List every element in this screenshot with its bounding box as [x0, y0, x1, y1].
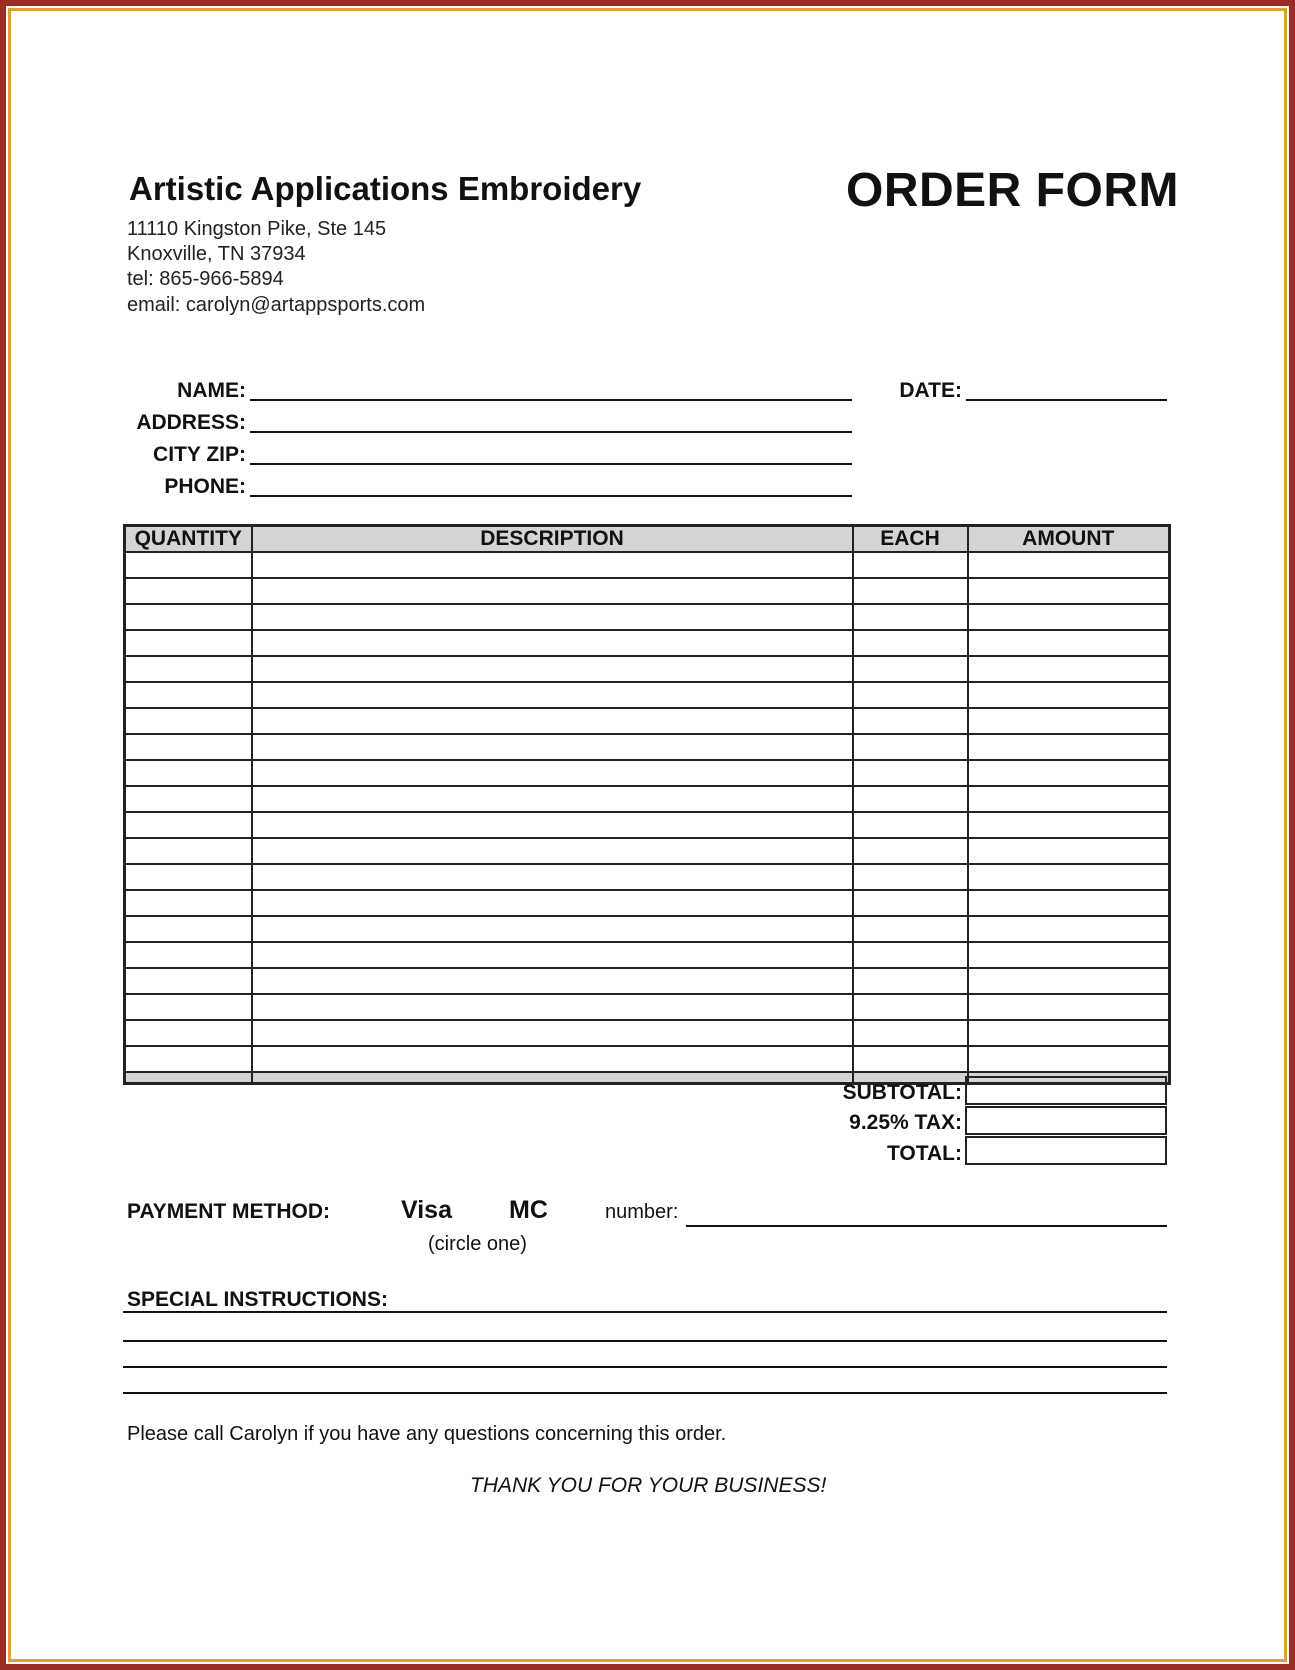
quantity-cell[interactable] — [125, 890, 252, 916]
each-cell[interactable] — [853, 708, 968, 734]
table-row — [125, 604, 1170, 630]
each-cell[interactable] — [853, 578, 968, 604]
tax-label: 9.25% TAX: — [849, 1111, 962, 1134]
table-row — [125, 578, 1170, 604]
amount-cell[interactable] — [968, 968, 1170, 994]
quantity-cell[interactable] — [125, 760, 252, 786]
description-cell[interactable] — [252, 786, 853, 812]
description-cell[interactable] — [252, 812, 853, 838]
each-cell[interactable] — [853, 630, 968, 656]
special-instructions-line-2[interactable] — [123, 1340, 1167, 1342]
thank-you-message: THANK YOU FOR YOUR BUSINESS! — [470, 1474, 827, 1497]
phone-label: PHONE: — [164, 475, 246, 498]
quantity-cell[interactable] — [125, 968, 252, 994]
quantity-cell[interactable] — [125, 994, 252, 1020]
description-cell[interactable] — [252, 760, 853, 786]
quantity-cell[interactable] — [125, 630, 252, 656]
each-cell[interactable] — [853, 682, 968, 708]
description-cell[interactable] — [252, 630, 853, 656]
company-address-line1: 11110 Kingston Pike, Ste 145 — [127, 218, 387, 240]
column-header-quantity: QUANTITY — [125, 526, 252, 553]
amount-cell[interactable] — [968, 552, 1170, 578]
column-header-description: DESCRIPTION — [252, 526, 853, 553]
phone-field[interactable] — [250, 495, 852, 497]
each-cell[interactable] — [853, 604, 968, 630]
table-row — [125, 890, 1170, 916]
amount-cell[interactable] — [968, 1020, 1170, 1046]
table-row — [125, 812, 1170, 838]
description-cell[interactable] — [252, 1046, 853, 1072]
table-bottom-band-cell — [252, 1072, 853, 1084]
card-number-field[interactable] — [686, 1225, 1167, 1227]
table-row — [125, 760, 1170, 786]
each-cell[interactable] — [853, 942, 968, 968]
column-header-each: EACH — [853, 526, 968, 553]
table-row — [125, 968, 1170, 994]
amount-cell[interactable] — [968, 838, 1170, 864]
table-header-row — [125, 526, 1170, 553]
table-row — [125, 786, 1170, 812]
footer-note: Please call Carolyn if you have any questions concerning this order. — [127, 1423, 727, 1445]
address-label: ADDRESS: — [136, 411, 246, 434]
description-cell[interactable] — [252, 916, 853, 942]
description-cell[interactable] — [252, 734, 853, 760]
amount-cell[interactable] — [968, 916, 1170, 942]
quantity-cell[interactable] — [125, 838, 252, 864]
circle-one-note: (circle one) — [428, 1233, 527, 1255]
address-field[interactable] — [250, 431, 852, 433]
quantity-cell[interactable] — [125, 734, 252, 760]
quantity-cell[interactable] — [125, 864, 252, 890]
each-cell[interactable] — [853, 916, 968, 942]
quantity-cell[interactable] — [125, 552, 252, 578]
amount-cell[interactable] — [968, 760, 1170, 786]
table-row — [125, 838, 1170, 864]
table-row — [125, 656, 1170, 682]
page-title: ORDER FORM — [846, 164, 1179, 217]
special-instructions-line-3[interactable] — [123, 1366, 1167, 1368]
amount-cell[interactable] — [968, 1046, 1170, 1072]
date-field[interactable] — [966, 399, 1167, 401]
amount-cell[interactable] — [968, 656, 1170, 682]
each-cell[interactable] — [853, 656, 968, 682]
city-zip-field[interactable] — [250, 463, 852, 465]
amount-cell[interactable] — [968, 890, 1170, 916]
amount-cell[interactable] — [968, 578, 1170, 604]
amount-cell[interactable] — [968, 786, 1170, 812]
quantity-cell[interactable] — [125, 916, 252, 942]
payment-option-mc[interactable]: MC — [509, 1196, 548, 1224]
table-bottom-band-cell — [125, 1072, 252, 1084]
quantity-cell[interactable] — [125, 1046, 252, 1072]
quantity-cell[interactable] — [125, 1020, 252, 1046]
special-instructions-line-1[interactable] — [123, 1311, 1167, 1313]
description-cell[interactable] — [252, 578, 853, 604]
table-row — [125, 734, 1170, 760]
amount-cell[interactable] — [968, 942, 1170, 968]
each-cell[interactable] — [853, 734, 968, 760]
description-cell[interactable] — [252, 994, 853, 1020]
payment-method-label: PAYMENT METHOD: — [127, 1200, 331, 1223]
amount-cell[interactable] — [968, 630, 1170, 656]
column-header-amount: AMOUNT — [968, 526, 1170, 553]
quantity-cell[interactable] — [125, 786, 252, 812]
each-cell[interactable] — [853, 864, 968, 890]
each-cell[interactable] — [853, 890, 968, 916]
description-cell[interactable] — [252, 890, 853, 916]
each-cell[interactable] — [853, 994, 968, 1020]
description-cell[interactable] — [252, 864, 853, 890]
quantity-cell[interactable] — [125, 578, 252, 604]
table-row — [125, 916, 1170, 942]
card-number-label: number: — [605, 1201, 679, 1223]
table-row — [125, 1020, 1170, 1046]
name-field[interactable] — [250, 399, 852, 401]
special-instructions-label: SPECIAL INSTRUCTIONS: — [127, 1288, 388, 1311]
order-items-table — [123, 524, 1171, 1085]
description-cell[interactable] — [252, 656, 853, 682]
table-row — [125, 682, 1170, 708]
date-label: DATE: — [899, 379, 962, 402]
amount-cell[interactable] — [968, 734, 1170, 760]
table-row — [125, 942, 1170, 968]
each-cell[interactable] — [853, 1046, 968, 1072]
total-field[interactable] — [965, 1136, 1167, 1165]
quantity-cell[interactable] — [125, 656, 252, 682]
company-phone: tel: 865-966-5894 — [127, 268, 284, 290]
subtotal-field[interactable] — [965, 1076, 1167, 1105]
each-cell[interactable] — [853, 786, 968, 812]
amount-cell[interactable] — [968, 604, 1170, 630]
amount-cell[interactable] — [968, 864, 1170, 890]
each-cell[interactable] — [853, 812, 968, 838]
special-instructions-line-4[interactable] — [123, 1392, 1167, 1394]
company-address-line2: Knoxville, TN 37934 — [127, 243, 306, 265]
quantity-cell[interactable] — [125, 682, 252, 708]
description-cell[interactable] — [252, 604, 853, 630]
quantity-cell[interactable] — [125, 812, 252, 838]
description-cell[interactable] — [252, 708, 853, 734]
description-cell[interactable] — [252, 838, 853, 864]
description-cell[interactable] — [252, 942, 853, 968]
description-cell[interactable] — [252, 968, 853, 994]
description-cell[interactable] — [252, 552, 853, 578]
description-cell[interactable] — [252, 1020, 853, 1046]
subtotal-label: SUBTOTAL: — [842, 1081, 962, 1104]
company-email: email: carolyn@artappsports.com — [127, 294, 426, 316]
total-label: TOTAL: — [886, 1142, 962, 1165]
each-cell[interactable] — [853, 838, 968, 864]
payment-option-visa[interactable]: Visa — [401, 1196, 452, 1224]
amount-cell[interactable] — [968, 708, 1170, 734]
tax-field[interactable] — [965, 1106, 1167, 1135]
quantity-cell[interactable] — [125, 604, 252, 630]
amount-cell[interactable] — [968, 994, 1170, 1020]
description-cell[interactable] — [252, 682, 853, 708]
each-cell[interactable] — [853, 760, 968, 786]
table-row — [125, 1046, 1170, 1072]
each-cell[interactable] — [853, 1020, 968, 1046]
table-row — [125, 708, 1170, 734]
city-zip-label: CITY ZIP: — [153, 443, 246, 466]
amount-cell[interactable] — [968, 682, 1170, 708]
table-row — [125, 630, 1170, 656]
amount-cell[interactable] — [968, 812, 1170, 838]
name-label: NAME: — [177, 379, 246, 402]
quantity-cell[interactable] — [125, 942, 252, 968]
each-cell[interactable] — [853, 968, 968, 994]
table-row — [125, 552, 1170, 578]
quantity-cell[interactable] — [125, 708, 252, 734]
table-row — [125, 994, 1170, 1020]
each-cell[interactable] — [853, 552, 968, 578]
company-name: Artistic Applications Embroidery — [129, 170, 642, 207]
table-row — [125, 864, 1170, 890]
